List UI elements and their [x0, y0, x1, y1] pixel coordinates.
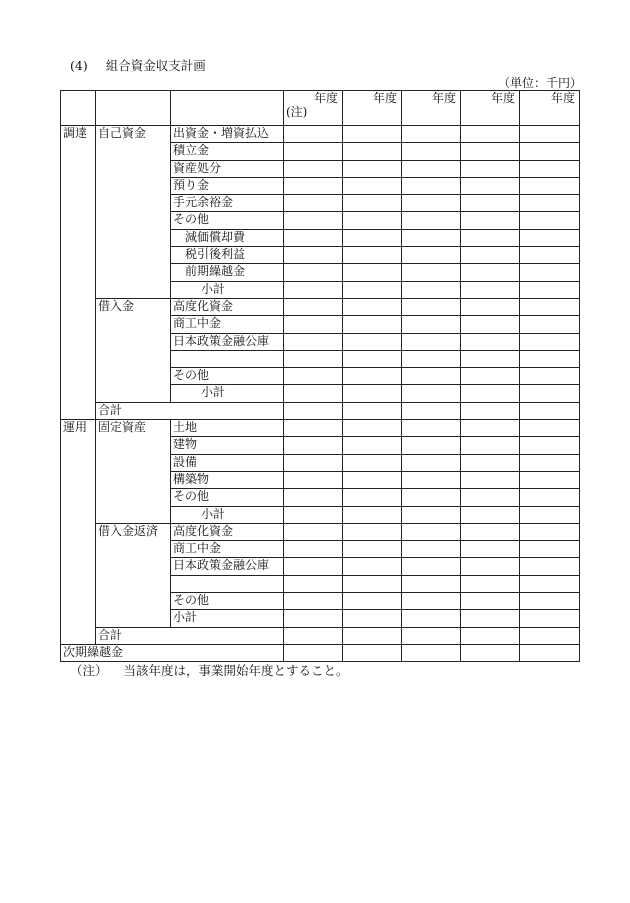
data-cell [284, 385, 343, 402]
data-cell [461, 523, 520, 540]
data-cell [343, 350, 402, 367]
data-cell [402, 385, 461, 402]
data-cell [402, 281, 461, 298]
data-cell [461, 437, 520, 454]
data-cell [402, 593, 461, 610]
data-cell [284, 644, 343, 661]
data-cell [284, 558, 343, 575]
data-cell [343, 593, 402, 610]
data-cell [402, 506, 461, 523]
table-row [61, 298, 580, 315]
data-cell [343, 281, 402, 298]
data-cell [402, 298, 461, 315]
document-title [70, 56, 206, 74]
data-cell [284, 350, 343, 367]
table-row [61, 644, 580, 661]
data-cell [520, 506, 580, 523]
row-label: 資産処分 [171, 160, 284, 177]
data-cell [402, 489, 461, 506]
row-label: 商工中金 [171, 316, 284, 333]
section-number: (4) [70, 58, 88, 73]
data-cell [520, 126, 580, 143]
data-cell [284, 523, 343, 540]
data-cell [461, 316, 520, 333]
data-cell [284, 298, 343, 315]
data-cell [284, 212, 343, 229]
data-cell [284, 264, 343, 281]
data-cell [520, 316, 580, 333]
section-title: 組合資金収支計画 [105, 58, 206, 73]
row-sublabel: 前期繰越金 [171, 264, 284, 281]
data-cell [520, 627, 580, 644]
data-cell [520, 385, 580, 402]
data-cell [284, 143, 343, 160]
data-cell [343, 298, 402, 315]
data-cell [343, 489, 402, 506]
fund-plan-table [60, 90, 580, 662]
data-cell [343, 523, 402, 540]
data-cell [284, 627, 343, 644]
data-cell [343, 195, 402, 212]
data-cell [461, 247, 520, 264]
data-cell [520, 402, 580, 419]
data-cell [520, 489, 580, 506]
data-cell [520, 420, 580, 437]
table-row [61, 126, 580, 143]
data-cell [520, 437, 580, 454]
data-cell [284, 575, 343, 592]
data-cell [520, 593, 580, 610]
row-label: 高度化資金 [171, 523, 284, 540]
data-cell [343, 212, 402, 229]
header-year-4: 年度 [461, 91, 520, 126]
data-cell [461, 160, 520, 177]
subtotal-label: 小計 [171, 385, 284, 402]
data-cell [343, 454, 402, 471]
table-row [61, 402, 580, 419]
data-cell [461, 454, 520, 471]
data-cell [402, 177, 461, 194]
data-cell [520, 264, 580, 281]
data-cell [461, 195, 520, 212]
data-cell [520, 177, 580, 194]
row-sublabel: 税引後利益 [171, 247, 284, 264]
unit-label: （単位：千円） [497, 76, 582, 90]
data-cell [284, 420, 343, 437]
row-label: 高度化資金 [171, 298, 284, 315]
data-cell [284, 333, 343, 350]
data-cell [520, 247, 580, 264]
data-cell [284, 316, 343, 333]
row-label: その他 [171, 212, 284, 229]
operation-label: 運用 [61, 420, 96, 645]
header-year-3: 年度 [402, 91, 461, 126]
procurement-label: 調達 [61, 126, 96, 420]
data-cell [461, 385, 520, 402]
data-cell [520, 160, 580, 177]
data-cell [284, 506, 343, 523]
data-cell [343, 160, 402, 177]
data-cell [402, 212, 461, 229]
footnote [70, 661, 349, 679]
table-row [61, 523, 580, 540]
data-cell [520, 350, 580, 367]
data-cell [284, 229, 343, 246]
row-label: 日本政策金融公庫 [171, 558, 284, 575]
data-cell [520, 143, 580, 160]
data-cell [461, 350, 520, 367]
row-label: 土地 [171, 420, 284, 437]
data-cell [343, 541, 402, 558]
data-cell [343, 177, 402, 194]
data-cell [402, 610, 461, 627]
data-cell [284, 402, 343, 419]
data-cell [343, 471, 402, 488]
data-cell [461, 558, 520, 575]
data-cell [461, 177, 520, 194]
row-label: その他 [171, 368, 284, 385]
row-label [171, 575, 284, 592]
data-cell [461, 368, 520, 385]
data-cell [461, 143, 520, 160]
data-cell [284, 281, 343, 298]
data-cell [343, 316, 402, 333]
header-year-5: 年度 [520, 91, 580, 126]
data-cell [461, 541, 520, 558]
data-cell [402, 420, 461, 437]
data-cell [461, 212, 520, 229]
data-cell [461, 610, 520, 627]
data-cell [520, 212, 580, 229]
data-cell [520, 281, 580, 298]
data-cell [343, 644, 402, 661]
data-cell [343, 126, 402, 143]
own-funds-label: 自己資金 [96, 126, 171, 299]
row-label: 積立金 [171, 143, 284, 160]
data-cell [402, 558, 461, 575]
row-label: 建物 [171, 437, 284, 454]
data-cell [461, 471, 520, 488]
data-cell [520, 333, 580, 350]
data-cell [343, 229, 402, 246]
data-cell [402, 402, 461, 419]
data-cell [461, 489, 520, 506]
data-cell [520, 229, 580, 246]
table-row [61, 627, 580, 644]
data-cell [343, 437, 402, 454]
data-cell [343, 575, 402, 592]
row-label: 商工中金 [171, 541, 284, 558]
footnote-label: （注） [70, 663, 108, 678]
data-cell [461, 281, 520, 298]
data-cell [343, 333, 402, 350]
data-cell [284, 247, 343, 264]
data-cell [402, 523, 461, 540]
row-label: 手元余裕金 [171, 195, 284, 212]
data-cell [284, 471, 343, 488]
row-label: 日本政策金融公庫 [171, 333, 284, 350]
procurement-total-label: 合計 [96, 402, 284, 419]
subtotal-label: 小計 [171, 506, 284, 523]
header-year-1 [284, 91, 343, 126]
row-label: 構築物 [171, 471, 284, 488]
data-cell [402, 368, 461, 385]
row-sublabel: 減価償却費 [171, 229, 284, 246]
data-cell [343, 506, 402, 523]
data-cell [284, 177, 343, 194]
data-cell [284, 126, 343, 143]
header-row [61, 91, 580, 126]
data-cell [343, 247, 402, 264]
row-label [171, 350, 284, 367]
row-label: 設備 [171, 454, 284, 471]
data-cell [520, 610, 580, 627]
data-cell [520, 368, 580, 385]
header-cell-empty [61, 91, 96, 126]
data-cell [284, 541, 343, 558]
data-cell [284, 593, 343, 610]
header-cell-empty [171, 91, 284, 126]
data-cell [520, 575, 580, 592]
data-cell [284, 437, 343, 454]
data-cell [402, 143, 461, 160]
data-cell [520, 454, 580, 471]
data-cell [284, 454, 343, 471]
data-cell [402, 160, 461, 177]
table-row [61, 420, 580, 437]
data-cell [343, 264, 402, 281]
subtotal-label: 小計 [171, 610, 284, 627]
data-cell [402, 437, 461, 454]
data-cell [343, 385, 402, 402]
data-cell [402, 541, 461, 558]
data-cell [402, 627, 461, 644]
data-cell [461, 126, 520, 143]
operation-total-label: 合計 [96, 627, 284, 644]
subtotal-label: 小計 [171, 281, 284, 298]
row-label: その他 [171, 593, 284, 610]
header-year-2: 年度 [343, 91, 402, 126]
data-cell [402, 454, 461, 471]
fixed-assets-label: 固定資産 [96, 420, 171, 524]
data-cell [402, 264, 461, 281]
data-cell [284, 489, 343, 506]
row-label: 出資金・増資払込 [171, 126, 284, 143]
data-cell [343, 420, 402, 437]
data-cell [520, 471, 580, 488]
data-cell [520, 298, 580, 315]
data-cell [461, 420, 520, 437]
data-cell [343, 627, 402, 644]
data-cell [402, 247, 461, 264]
data-cell [402, 316, 461, 333]
data-cell [284, 160, 343, 177]
header-cell-empty [96, 91, 171, 126]
data-cell [520, 195, 580, 212]
data-cell [343, 558, 402, 575]
data-cell [284, 610, 343, 627]
data-cell [343, 610, 402, 627]
data-cell [402, 333, 461, 350]
data-cell [461, 298, 520, 315]
data-cell [520, 523, 580, 540]
data-cell [402, 471, 461, 488]
data-cell [520, 558, 580, 575]
data-cell [461, 229, 520, 246]
data-cell [284, 368, 343, 385]
data-cell [461, 644, 520, 661]
borrowings-label: 借入金 [96, 298, 171, 402]
year-note-mark: (注) [286, 105, 308, 119]
year-label: 年度 [313, 91, 338, 105]
data-cell [343, 402, 402, 419]
data-cell [461, 593, 520, 610]
data-cell [402, 575, 461, 592]
data-cell [461, 575, 520, 592]
data-cell [520, 541, 580, 558]
data-cell [402, 644, 461, 661]
data-cell [461, 506, 520, 523]
data-cell [402, 126, 461, 143]
row-label: その他 [171, 489, 284, 506]
data-cell [461, 402, 520, 419]
repayment-label: 借入金返済 [96, 523, 171, 627]
footnote-text: 当該年度は，事業開始年度とすること。 [123, 663, 349, 678]
data-cell [284, 195, 343, 212]
data-cell [402, 229, 461, 246]
data-cell [402, 195, 461, 212]
carryover-label: 次期繰越金 [61, 644, 284, 661]
data-cell [461, 333, 520, 350]
row-label: 預り金 [171, 177, 284, 194]
data-cell [343, 143, 402, 160]
data-cell [520, 644, 580, 661]
data-cell [461, 627, 520, 644]
data-cell [461, 264, 520, 281]
data-cell [343, 368, 402, 385]
data-cell [402, 350, 461, 367]
